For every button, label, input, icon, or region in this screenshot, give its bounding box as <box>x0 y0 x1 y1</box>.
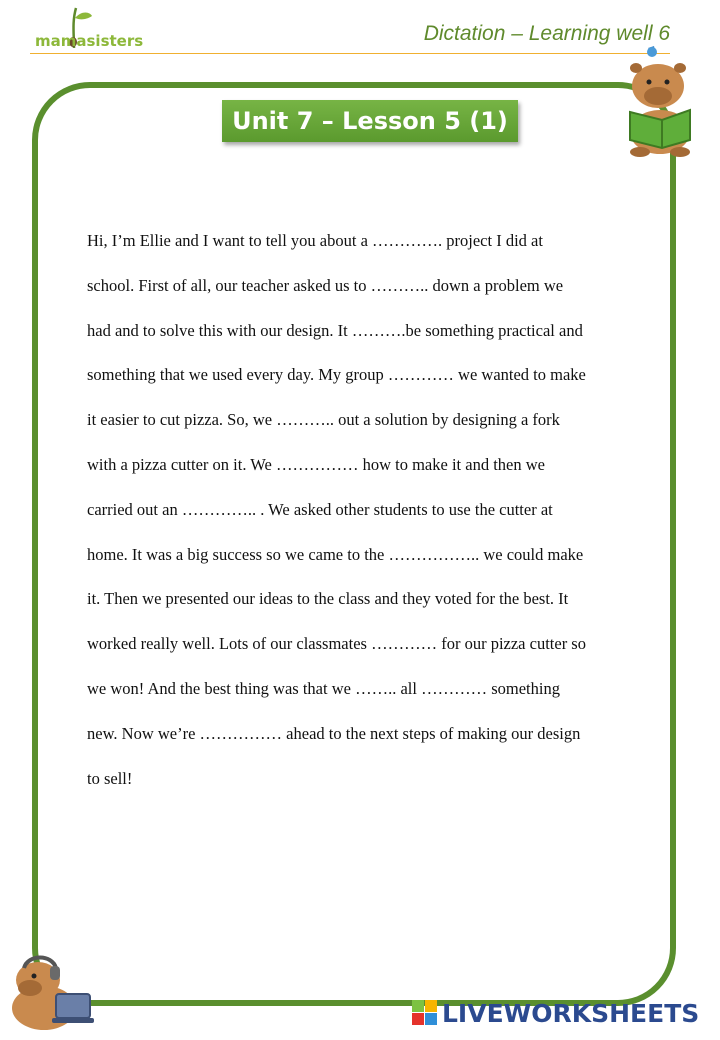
lesson-title: Unit 7 – Lesson 5 (1) <box>222 100 518 142</box>
passage-line: new. Now we’re …………… ahead to the next steps of making our design <box>87 723 581 743</box>
liveworksheets-logo[interactable] <box>412 996 699 1030</box>
passage-line: carried out an ………….. . We asked other students to use the cutter at <box>87 499 553 519</box>
liveworksheets-brand: LIVEWORKSHEETS <box>442 998 700 1028</box>
header-title: Dictation – Learning well 6 <box>423 22 670 45</box>
capybara-headphones-icon <box>4 950 96 1032</box>
passage-line: we won! And the best thing was that we …….. all ………… something <box>87 678 560 698</box>
dictation-passage <box>87 219 667 801</box>
passage-line: school. First of all, our teacher asked us to ……….. down a problem we <box>87 275 564 295</box>
passage-line: it easier to cut pizza. So, we ……….. out a solution by designing a fork <box>87 410 560 430</box>
passage-line: to sell! <box>87 768 133 788</box>
passage-line: with a pizza cutter on it. We …………… how to make it and then we <box>87 454 545 474</box>
liveworksheets-icon <box>412 1000 438 1026</box>
passage-line: something that we used every day. My group ………… we wanted to make <box>87 365 586 385</box>
passage-line: worked really well. Lots of our classmates ………… for our pizza cutter so <box>87 634 586 654</box>
passage-line: Hi, I’m Ellie and I want to tell you about a …………. project I did at <box>87 231 543 250</box>
header-divider <box>30 53 670 54</box>
brand-logo <box>30 4 144 56</box>
capybara-reading-icon <box>618 40 698 160</box>
passage-line: home. It was a big success so we came to the …………….. we could make <box>87 544 584 564</box>
passage-line: had and to solve this with our design. It ……….be something practical and <box>87 320 583 340</box>
passage-line: it. Then we presented our ideas to the class and they voted for the best. It <box>87 589 569 609</box>
logo-text: mamasisters <box>35 32 144 50</box>
